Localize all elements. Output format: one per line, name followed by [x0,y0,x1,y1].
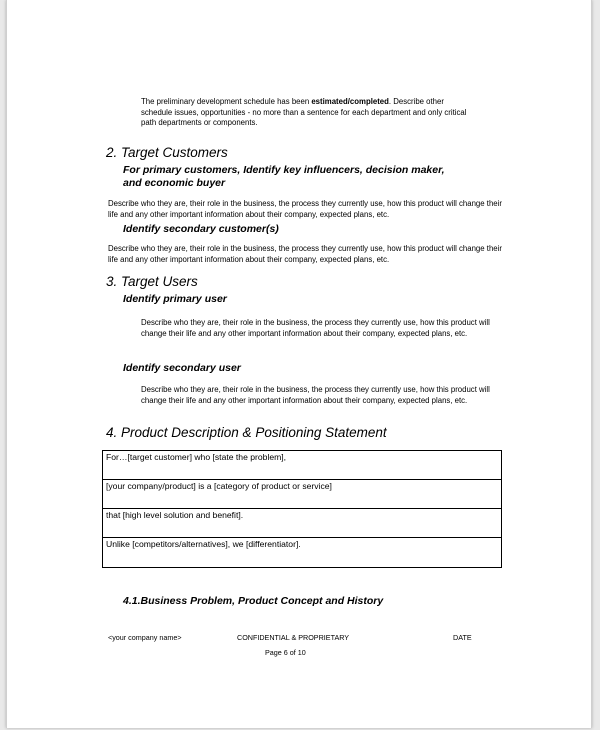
section-4-1-heading: 4.1.Business Problem, Product Concept and History [123,595,384,607]
section-2-subheading-secondary: Identify secondary customer(s) [123,223,279,235]
section-2-heading: 2. Target Customers [106,145,228,160]
section-2-subheading-primary: For primary customers, Identify key influencers, decision maker, and economic buyer [123,164,445,189]
positioning-statement-table [102,450,502,568]
intro-paragraph [141,97,511,129]
section-2-paragraph-primary: Describe who they are, their role in the business, the process they currently use, how this product will change their life and any other important information about their company, expected plans, etc. [108,199,502,219]
footer-page-number: Page 6 of 10 [265,648,306,657]
document-page [6,0,592,728]
footer-confidential: CONFIDENTIAL & PROPRIETARY [237,633,350,642]
intro-line2: schedule issues, opportunities - no more than a sentence for each department and only critical [141,107,467,117]
positioning-row: [your company/product] is a [category of product or service] [103,480,501,509]
section-3-subheading-primary: Identify primary user [123,293,227,305]
section-2-paragraph-secondary: Describe who they are, their role in the business, the process they currently use, how this product will change their life and any other important information about their company, expected plans, etc. [108,244,502,264]
section-3-heading: 3. Target Users [106,274,198,289]
intro-line1-pre: The preliminary development schedule has been [141,97,312,106]
intro-line1-bold: estimated/completed [311,97,389,106]
positioning-row: that [high level solution and benefit]. [103,509,501,538]
section-3-paragraph-primary: Describe who they are, their role in the business, the process they currently use, how this product will change their life and any other important information about their company, expected plans, etc. [141,318,490,338]
footer-company-name: <your company name> [108,633,182,642]
section-3-subheading-secondary: Identify secondary user [123,362,241,374]
footer-date: DATE [453,633,472,642]
section-3-paragraph-secondary: Describe who they are, their role in the business, the process they currently use, how this product will change their life and any other important information about their company, expected plans, etc. [141,385,490,405]
intro-line1-post: . Describe other [388,97,444,106]
section-4-heading: 4. Product Description & Positioning Statement [106,425,387,440]
intro-line3: path departments or components. [141,118,258,127]
positioning-row: Unlike [competitors/alternatives], we [differentiator]. [106,539,301,549]
positioning-row: For…[target customer] who [state the problem], [103,451,501,480]
